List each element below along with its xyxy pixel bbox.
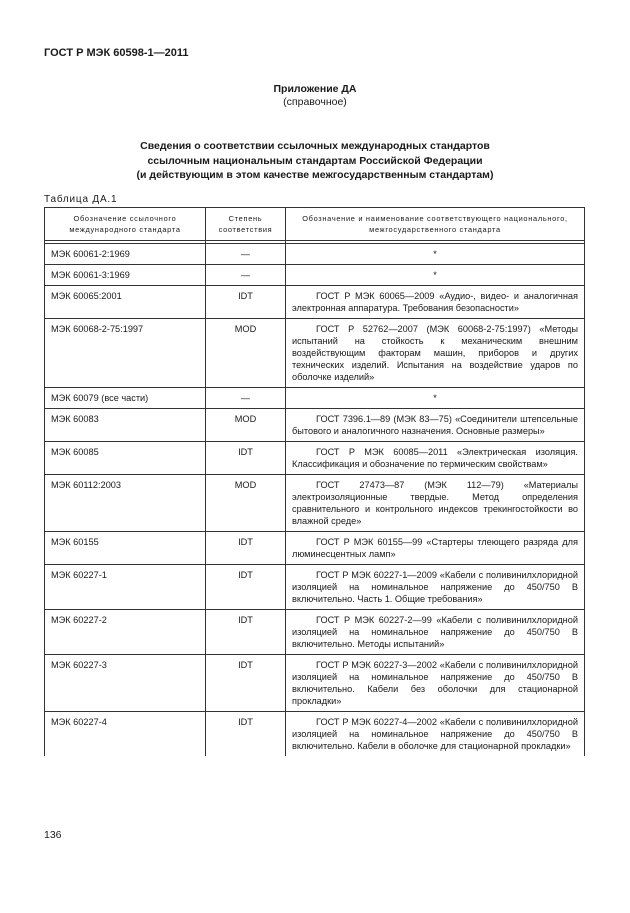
- table-row: [45, 532, 585, 565]
- page-number: 136: [44, 829, 62, 841]
- table-row: [45, 265, 585, 286]
- degree-cell: IDT: [206, 442, 286, 475]
- degree-cell: IDT: [206, 286, 286, 319]
- standard-cell: МЭК 60155: [45, 532, 206, 565]
- table-row: [45, 712, 585, 757]
- standard-cell: МЭК 60227-4: [45, 712, 206, 757]
- column-header-text: Степень: [228, 214, 263, 223]
- column-header-text: международного стандарта: [69, 225, 181, 234]
- table-row: [45, 409, 585, 442]
- national-standard-cell: *: [286, 388, 585, 409]
- national-standard-cell: ГОСТ Р МЭК 60065—2009 «Аудио-, видео- и аналогичная электронная аппаратура. Требования безопасности»: [286, 286, 585, 319]
- national-standard-cell: *: [286, 265, 585, 286]
- national-standard-cell: ГОСТ Р МЭК 60227-1—2009 «Кабели с поливинилхлоридной изоляцией на номинальное напряжение до 450/750 В включительно. Часть 1. Общие требования»: [286, 565, 585, 610]
- degree-cell: IDT: [206, 610, 286, 655]
- national-standard-cell: ГОСТ 27473—87 (МЭК 112—79) «Материалы электроизоляционные твердые. Метод определения сравнительного и контрольного индексов трекингостойкости во влажной среде»: [286, 475, 585, 532]
- standard-cell: МЭК 60083: [45, 409, 206, 442]
- degree-cell: MOD: [206, 475, 286, 532]
- standard-cell: МЭК 60227-3: [45, 655, 206, 712]
- national-standard-cell: ГОСТ Р 52762—2007 (МЭК 60068-2-75:1997) «Методы испытаний на стойкость к механическим внешним воздействующим факторам машин, приборов и других технических изделий. Испытания на воздействие ударов по оболочке изделий»: [286, 319, 585, 388]
- national-standard-cell: *: [286, 244, 585, 265]
- column-header-national: [286, 208, 585, 241]
- table-row: [45, 565, 585, 610]
- column-header-text: соответствия: [218, 225, 273, 234]
- table-row: [45, 610, 585, 655]
- column-header-text: Обозначение ссылочного: [73, 214, 177, 223]
- national-standard-cell: ГОСТ 7396.1—89 (МЭК 83—75) «Соединители штепсельные бытового и аналогичного назначения. Основные размеры»: [286, 409, 585, 442]
- document-header: ГОСТ Р МЭК 60598-1—2011: [44, 47, 189, 59]
- degree-cell: IDT: [206, 565, 286, 610]
- standard-cell: МЭК 60227-1: [45, 565, 206, 610]
- table-row: [45, 319, 585, 388]
- standard-cell: МЭК 60061-2:1969: [45, 244, 206, 265]
- annex-title: Приложение ДА: [273, 83, 357, 95]
- standard-cell: МЭК 60227-2: [45, 610, 206, 655]
- degree-cell: —: [206, 388, 286, 409]
- degree-cell: MOD: [206, 319, 286, 388]
- standard-cell: МЭК 60085: [45, 442, 206, 475]
- degree-cell: IDT: [206, 712, 286, 757]
- column-header-text: Обозначение и наименование соответствующего национального,: [302, 214, 568, 223]
- table-row: [45, 475, 585, 532]
- degree-cell: —: [206, 265, 286, 286]
- table-row: [45, 286, 585, 319]
- table-row: [45, 442, 585, 475]
- table-row: [45, 244, 585, 265]
- national-standard-cell: ГОСТ Р МЭК 60155—99 «Стартеры тлеющего разряда для люминесцентных ламп»: [286, 532, 585, 565]
- heading-line-1: Сведения о соответствии ссылочных международных стандартов: [140, 140, 490, 152]
- degree-cell: IDT: [206, 655, 286, 712]
- heading-line-2: ссылочным национальным стандартам Российской Федерации: [147, 154, 483, 167]
- degree-cell: —: [206, 244, 286, 265]
- column-header-degree: [206, 208, 286, 241]
- national-standard-cell: ГОСТ Р МЭК 60227-4—2002 «Кабели с поливинилхлоридной изоляцией на номинальное напряжение до 450/750 В включительно. Кабели в оболочке для стационарной прокладки»: [286, 712, 585, 757]
- table-row: [45, 655, 585, 712]
- degree-cell: IDT: [206, 532, 286, 565]
- heading-line-3: (и действующим в этом качестве межгосударственным стандартам): [136, 169, 494, 181]
- standard-cell: МЭК 60068-2-75:1997: [45, 319, 206, 388]
- national-standard-cell: ГОСТ Р МЭК 60227-2—99 «Кабели с поливинилхлоридной изоляцией на номинальное напряжение до 450/750 В включительно. Методы испытаний»: [286, 610, 585, 655]
- column-header-standard: [45, 208, 206, 241]
- standard-cell: МЭК 60079 (все части): [45, 388, 206, 409]
- annex-block: [0, 83, 630, 109]
- column-header-text: межгосударственного стандарта: [369, 225, 501, 234]
- correspondence-table: [44, 207, 585, 756]
- national-standard-cell: ГОСТ Р МЭК 60227-3—2002 «Кабели с поливинилхлоридной изоляцией на номинальное напряжение до 450/750 В включительно. Кабели без оболочки для стационарной прокладки»: [286, 655, 585, 712]
- national-standard-cell: ГОСТ Р МЭК 60085—2011 «Электрическая изоляция. Классификация и обозначение по термическим свойствам»: [286, 442, 585, 475]
- standard-cell: МЭК 60065:2001: [45, 286, 206, 319]
- standard-cell: МЭК 60061-3:1969: [45, 265, 206, 286]
- standard-cell: МЭК 60112:2003: [45, 475, 206, 532]
- table-row: [45, 388, 585, 409]
- degree-cell: MOD: [206, 409, 286, 442]
- section-heading: [40, 139, 590, 183]
- table-header-row: [45, 208, 585, 241]
- table-caption: Таблица ДА.1: [44, 194, 118, 205]
- annex-subtitle: (справочное): [283, 96, 347, 108]
